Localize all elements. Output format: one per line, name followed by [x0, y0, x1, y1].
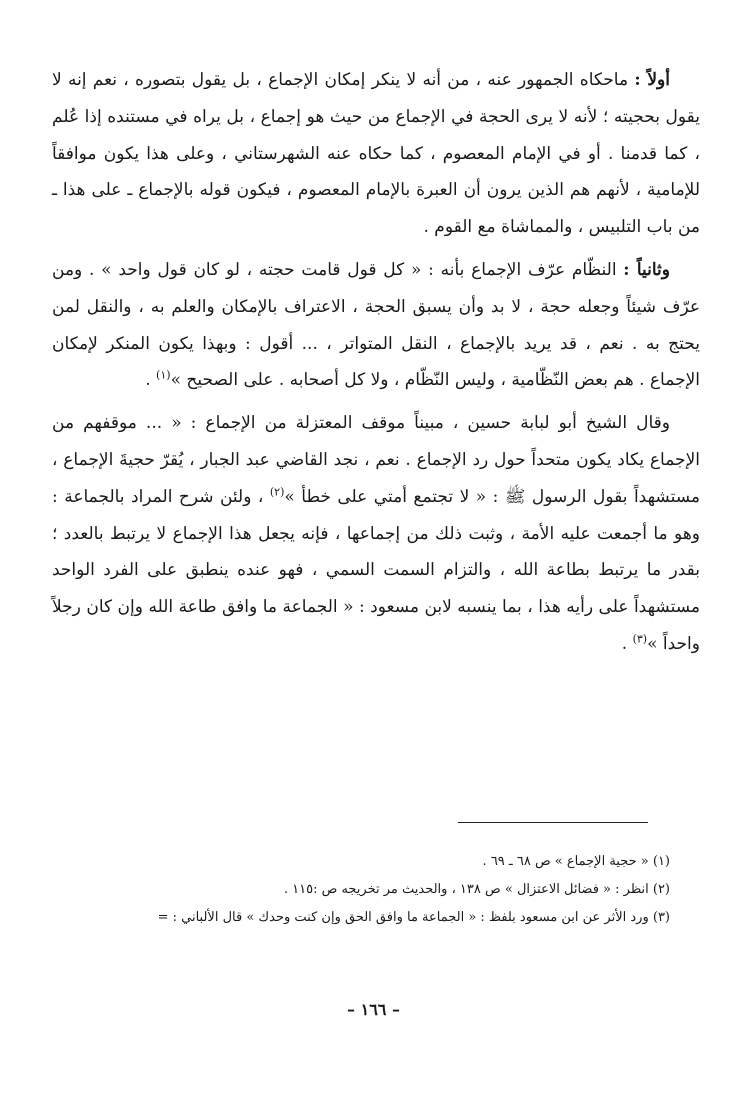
paragraph-text: وقال الشيخ أبو لبابة حسين ، مبيناً موقف المعتزلة من الإجماع : « ... موقفهم من الإجماع يكاد يكون متحداً حول رد الإجماع . نعم ، نجد القاضي عبد الجبار ، يُقرّ حجيةَ الإجماع ، مستشهداً بقول الرسول ﷺ : « لا تجتمع أمتي على خطأ »	[52, 413, 700, 507]
footnote-marker: (٣)	[632, 632, 648, 646]
paragraph-tail: .	[621, 633, 633, 654]
paragraph-tail: ، ولئن شرح المراد بالجماعة : وهو ما أجمعت عليه الأمة ، وثبت ذلك من إجماعها ، فإنه يجعل هذا الإجماع لا يرتبط بالعدد ؛ بقدر ما يرتبط بطاعة الله ، والتزام السمت السمي ، فهو عنده ينطبق على الفرد الواحد مستشهداً على رأيه هذا ، بما ينسبه لابن مسعود : « الجماعة ما وافق طاعة الله وإن كان رجلاً واحداً »	[52, 486, 700, 654]
paragraph-third	[52, 405, 700, 663]
page-number: – ١٦٦ –	[347, 1000, 400, 1019]
paragraph-tail: .	[145, 370, 157, 391]
paragraph-lead: أولاً :	[634, 70, 670, 90]
footnote: (٢) انظر : « فضائل الاعتزال » ص ١٣٨ ، والحديث مر تخريجه ص :١١٥ .	[283, 882, 670, 897]
footnote: (٣) ورد الأثر عن ابن مسعود بلفظ : « الجماعة ما وافق الحق وإن كنت وحدك » قال الألباني : =	[157, 910, 670, 925]
paragraph-text: النظّام عرّف الإجماع بأنه : « كل قول قامت حجته ، لو كان قول واحد » . ومن عرّف شيئاً وجعله حجة ، لا بد وأن يسبق الحجة ، الاعتراف بالإمكان والعلم به ، والنقل لمن يحتج به . نعم ، قد يريد بالإجماع ، النقل المتواتر ، ... أقول : وبهذا يكون المنكر لإمكان الإجماع . هم بعض النّظّامية ، وليس النّظّام ، ولا كل أصحابه . على الصحيح »	[52, 259, 700, 391]
footnote: (١) « حجية الإجماع » ص ٦٨ ـ ٦٩ .	[482, 854, 670, 869]
footnote-marker: (١)	[156, 368, 171, 382]
footnotes	[30, 848, 670, 932]
paragraph-second	[52, 252, 700, 399]
paragraph-lead: وثانياً :	[623, 259, 671, 280]
paragraph-first	[52, 62, 700, 246]
main-text	[52, 62, 700, 669]
paragraph-text: ماحكاه الجمهور عنه ، من أنه لا ينكر إمكان الإجماع ، بل يقول بتصوره ، نعم إنه لا يقول بحجيته ؛ لأنه لا يرى الحجة في الإجماع من حيث هو إجماع ، بل يراه في مستنده إذا عُلم ، كما قدمنا . أو في الإمام المعصوم ، كما حكاه عنه الشهرستاني ، وعلى هذا يكون موافقاً للإمامية ، لأنهم هم الذين يرون أن العبرة بالإمام المعصوم ، فيكون قوله بالإجماع ـ على هذا ـ من باب التلبيس ، والمماشاة مع القوم .	[52, 70, 700, 238]
footnote-marker: (٢)	[269, 485, 285, 499]
footnote-separator	[458, 822, 648, 823]
